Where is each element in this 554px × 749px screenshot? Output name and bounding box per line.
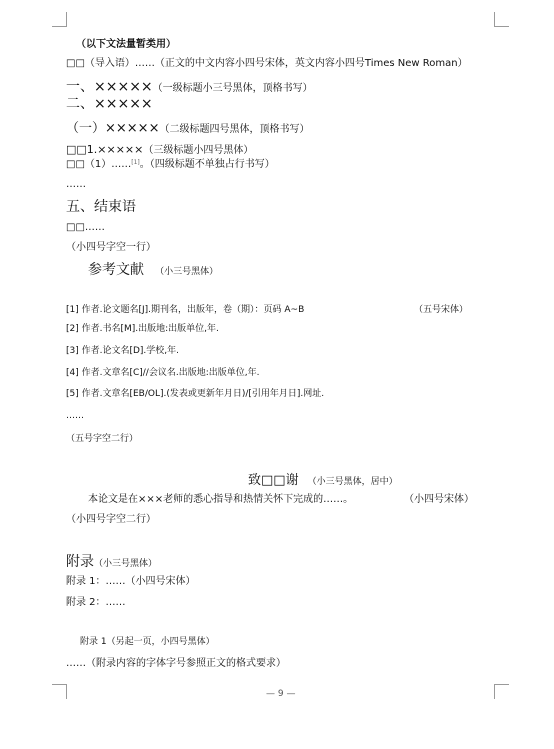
appendix-title: 附录 <box>66 554 94 570</box>
heading-4-citation: [1] <box>131 159 140 166</box>
reference-item: [1] 作者.论文题名[J].期刊名，出版年，卷（期）：页码 A~B <box>66 305 305 315</box>
crop-mark-bottom-right <box>494 684 509 699</box>
heading-4-text: □□（1）…… <box>66 159 132 170</box>
appendix-item-2: 附录 2：…… <box>66 597 126 608</box>
crop-mark-top-left <box>52 12 67 27</box>
heading-1-a <box>66 78 313 94</box>
appendix-title-note: （小三号黑体） <box>94 559 158 569</box>
reference-item: [5] 作者.文章名[EB/OL].(发表或更新年月日)/[引用年月日].网址. <box>66 389 325 399</box>
references-title: 参考文献 <box>88 262 144 278</box>
heading-4-note: 。（四级标题不单独占行书写） <box>139 159 275 170</box>
heading-3-note: （三级标题小四号黑体） <box>143 145 254 156</box>
reference-item-note: （五号宋体） <box>414 305 469 315</box>
blank-line-note-1: （小四号字空一行） <box>66 242 156 253</box>
reference-item: [4] 作者.文章名[C]//会议名.出版地:出版单位,年. <box>66 368 260 378</box>
thanks-title-note: （小三号黑体，居中） <box>307 477 398 487</box>
ellipsis-1: …… <box>66 179 86 190</box>
thanks-text-note: （小四号宋体） <box>404 494 474 505</box>
conclusion-heading: 五、结束语 <box>66 199 136 215</box>
page-number: — 9 — <box>266 689 296 699</box>
appendix-item-1: 附录 1：……（小四号宋体） <box>66 576 196 587</box>
crop-mark-bottom-left <box>52 684 67 699</box>
heading-1-b: 二、××××× <box>66 96 153 112</box>
conclusion-text: □□…… <box>66 222 105 233</box>
reference-item: [2] 作者.书名[M].出版地:出版单位,年. <box>66 324 219 334</box>
ellipsis-2: …… <box>66 411 84 421</box>
top-note: （以下文法量暂类用） <box>76 39 176 50</box>
appendix-content-note: ……（附录内容的字体字号参照正文的格式要求） <box>66 658 286 669</box>
heading-1-a-note: （一级标题小三号黑体，顶格书写） <box>152 83 313 94</box>
heading-2 <box>66 119 309 135</box>
reference-item: [3] 作者.论文名[D].学校,年. <box>66 346 180 356</box>
thanks-title: 致□□谢 <box>248 473 299 488</box>
thanks-heading <box>248 471 398 487</box>
heading-2-note: （二级标题四号黑体，顶格书写） <box>159 124 310 135</box>
references-title-note: （小三号黑体） <box>155 267 219 277</box>
heading-3-text: □□1.××××× <box>66 143 144 156</box>
blank-line-note-2: （五号字空二行） <box>66 434 139 444</box>
crop-mark-top-right <box>494 12 509 27</box>
heading-3 <box>66 140 253 156</box>
heading-4 <box>66 160 275 170</box>
blank-line-note-3: （小四号字空二行） <box>66 514 156 525</box>
references-heading <box>88 261 218 277</box>
heading-1-a-text: 一、××××× <box>66 79 153 95</box>
appendix-page-note: 附录 1（另起一页，小四号黑体） <box>80 637 215 647</box>
intro-line: □□（导入语）……（正文的中文内容小四号宋体，英文内容小四号Times New Roman） <box>66 58 468 69</box>
appendix-heading <box>66 553 157 569</box>
heading-2-text: （一）××××× <box>66 121 160 136</box>
thanks-text: 本论文是在×××老师的悉心指导和热情关怀下完成的……。 <box>88 494 354 505</box>
